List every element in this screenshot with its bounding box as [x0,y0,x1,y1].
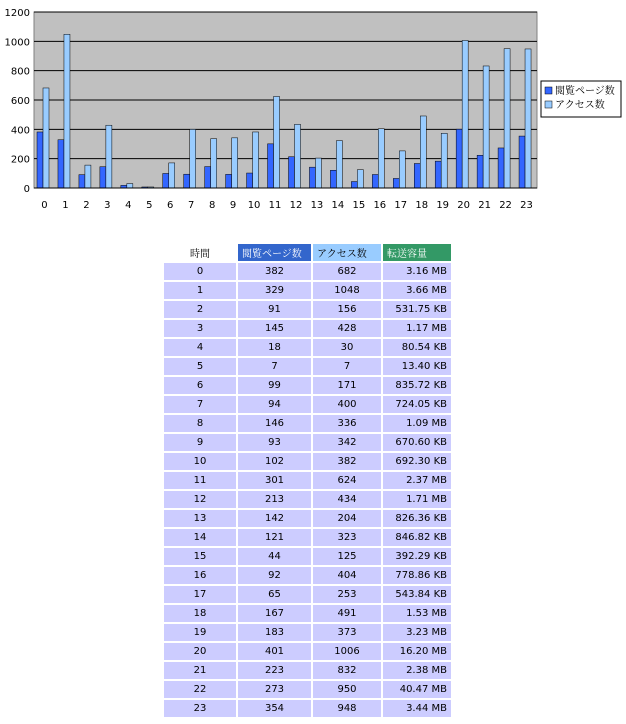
cell-transfer: 392.29 KB [383,548,451,565]
x-tick-label: 6 [167,200,174,211]
table-row [164,510,451,527]
y-tick-label: 400 [10,125,30,137]
bar-access [85,165,91,188]
cell-views: 7 [238,358,311,375]
legend-swatch [545,87,552,94]
bar-access [315,158,321,188]
x-tick-label: 0 [41,200,48,211]
bar-access [399,151,405,188]
bar-views [226,174,232,188]
bar-access [169,163,175,188]
cell-transfer: 826.36 KB [383,510,451,527]
bar-access [420,116,426,188]
cell-transfer: 543.84 KB [383,586,451,603]
x-tick-label: 7 [188,200,195,211]
cell-transfer: 80.54 KB [383,339,451,356]
bar-views [309,167,315,188]
bar-access [504,49,510,188]
cell-access: 323 [313,529,381,546]
cell-access: 204 [313,510,381,527]
cell-views: 301 [238,472,311,489]
table-row [164,700,451,717]
bar-views [435,161,441,188]
table-row [164,681,451,698]
cell-access: 156 [313,301,381,318]
bar-access [274,96,280,188]
cell-access: 948 [313,700,381,717]
table-row [164,434,451,451]
header-transfer: 転送容量 [383,244,451,261]
y-tick-label: 600 [10,96,30,107]
cell-access: 30 [313,339,381,356]
y-tick-label: 200 [10,154,30,166]
cell-access: 342 [313,434,381,451]
bar-views [289,157,295,188]
cell-transfer: 670.60 KB [383,434,451,451]
cell-access: 1048 [313,282,381,299]
cell-views: 142 [238,510,311,527]
x-tick-label: 15 [352,200,366,211]
cell-views: 273 [238,681,311,698]
x-tick-label: 21 [478,200,491,211]
cell-time: 14 [164,529,236,546]
bar-access [190,129,196,188]
bar-views [163,173,169,188]
cell-access: 624 [313,472,381,489]
cell-time: 1 [164,282,236,299]
cell-transfer: 778.86 KB [383,567,451,584]
table-row [164,320,451,337]
bar-views [519,136,525,188]
cell-views: 94 [238,396,311,413]
legend-label: アクセス数 [555,100,605,111]
x-tick-label: 20 [457,200,471,211]
bar-views [100,167,106,188]
cell-time: 7 [164,396,236,413]
cell-time: 23 [164,700,236,717]
bar-access [232,138,238,188]
x-tick-label: 1 [62,200,69,211]
cell-access: 382 [313,453,381,470]
x-tick-label: 19 [436,200,450,211]
bar-views [79,175,85,188]
cell-transfer: 531.75 KB [383,301,451,318]
table-row [164,567,451,584]
table-row [164,396,451,413]
cell-views: 91 [238,301,311,318]
bar-views [37,132,43,188]
cell-transfer: 1.53 MB [383,605,451,622]
cell-time: 19 [164,624,236,641]
cell-access: 7 [313,358,381,375]
x-tick-label: 16 [373,200,387,211]
cell-time: 15 [164,548,236,565]
cell-views: 223 [238,662,311,679]
cell-access: 400 [313,396,381,413]
bar-views [184,174,190,188]
bar-access [525,49,531,188]
x-tick-label: 8 [208,200,216,211]
cell-access: 950 [313,681,381,698]
cell-views: 213 [238,491,311,508]
bar-access [462,40,468,188]
x-tick-label: 3 [104,200,111,211]
x-tick-label: 13 [310,200,324,211]
bar-access [253,132,259,188]
cell-access: 373 [313,624,381,641]
cell-access: 125 [313,548,381,565]
table-row [164,301,451,318]
cell-time: 17 [164,586,236,603]
x-tick-label: 2 [83,200,90,211]
y-tick-label: 0 [23,184,30,195]
cell-transfer: 1.71 MB [383,491,451,508]
table-row [164,491,451,508]
table-body [164,263,451,717]
x-tick-label: 4 [125,200,132,211]
x-tick-label: 17 [394,200,408,211]
cell-transfer: 2.38 MB [383,662,451,679]
cell-time: 5 [164,358,236,375]
x-tick-label: 23 [520,200,533,211]
table-row [164,624,451,641]
cell-transfer: 3.44 MB [383,700,451,717]
cell-views: 145 [238,320,311,337]
cell-access: 491 [313,605,381,622]
cell-views: 44 [238,548,311,565]
cell-time: 8 [164,415,236,432]
cell-views: 93 [238,434,311,451]
cell-access: 434 [313,491,381,508]
cell-time: 20 [164,643,236,660]
table-row [164,415,451,432]
cell-transfer: 846.82 KB [383,529,451,546]
bar-views [351,182,357,188]
cell-transfer: 13.40 KB [383,358,451,375]
x-tick-label: 5 [146,200,153,211]
cell-views: 102 [238,453,311,470]
table-row [164,377,451,394]
header-access: アクセス数 [313,244,381,261]
bar-access [64,34,70,188]
cell-transfer: 724.05 KB [383,396,451,413]
cell-views: 167 [238,605,311,622]
x-tick-label: 14 [331,200,345,211]
table-row [164,548,451,565]
cell-transfer: 835.72 KB [383,377,451,394]
cell-views: 329 [238,282,311,299]
header-views: 閲覧ページ数 [238,244,311,261]
bar-views [372,175,378,188]
cell-time: 3 [164,320,236,337]
cell-time: 0 [164,263,236,280]
hourly-stats-table [162,242,453,719]
cell-transfer: 2.37 MB [383,472,451,489]
cell-transfer: 692.30 KB [383,453,451,470]
y-tick-label: 800 [10,66,30,78]
cell-access: 682 [313,263,381,280]
cell-time: 9 [164,434,236,451]
bar-access [336,141,342,188]
cell-access: 832 [313,662,381,679]
cell-access: 336 [313,415,381,432]
bar-views [268,144,274,188]
cell-transfer: 1.17 MB [383,320,451,337]
bar-views [205,167,211,188]
cell-time: 22 [164,681,236,698]
table-row [164,453,451,470]
table-header-row [164,244,451,261]
table-row [164,263,451,280]
cell-time: 10 [164,453,236,470]
bar-access [211,139,217,188]
bar-views [456,129,462,188]
x-tick-label: 11 [268,200,282,211]
cell-access: 1006 [313,643,381,660]
cell-transfer: 16.20 MB [383,643,451,660]
x-tick-label: 12 [289,200,303,211]
cell-views: 354 [238,700,311,717]
cell-views: 92 [238,567,311,584]
cell-access: 171 [313,377,381,394]
bar-access [483,66,489,188]
cell-time: 4 [164,339,236,356]
legend-swatch [545,101,552,108]
bar-views [247,173,253,188]
cell-views: 65 [238,586,311,603]
cell-time: 2 [164,301,236,318]
x-tick-label: 9 [229,200,237,211]
cell-views: 18 [238,339,311,356]
table-row [164,662,451,679]
header-time: 時間 [164,244,236,261]
cell-views: 401 [238,643,311,660]
bar-views [498,148,504,188]
y-tick-label: 1000 [4,37,30,49]
table-row [164,472,451,489]
table-row [164,282,451,299]
cell-views: 382 [238,263,311,280]
cell-time: 6 [164,377,236,394]
cell-views: 183 [238,624,311,641]
cell-time: 11 [164,472,236,489]
bar-access [441,133,447,188]
bar-access [295,124,301,188]
bar-access [127,184,133,188]
y-tick-label: 1200 [4,8,30,19]
table-row [164,643,451,660]
bar-views [393,178,399,188]
bar-access [357,170,363,188]
bar-access [43,88,49,188]
cell-transfer: 1.09 MB [383,415,451,432]
cell-views: 121 [238,529,311,546]
cell-time: 21 [164,662,236,679]
cell-transfer: 3.66 MB [383,282,451,299]
table-row [164,586,451,603]
cell-time: 18 [164,605,236,622]
bar-views [330,170,336,188]
table-row [164,339,451,356]
hourly-access-chart [0,0,626,220]
cell-access: 428 [313,320,381,337]
bar-views [414,164,420,188]
bar-access [378,129,384,188]
cell-time: 12 [164,491,236,508]
table-row [164,358,451,375]
bar-access [106,125,112,188]
cell-time: 16 [164,567,236,584]
x-tick-label: 18 [415,200,429,211]
cell-views: 146 [238,415,311,432]
cell-transfer: 40.47 MB [383,681,451,698]
x-tick-label: 22 [499,200,512,211]
bar-views [477,155,483,188]
table-row [164,529,451,546]
x-tick-label: 10 [247,200,261,211]
cell-access: 404 [313,567,381,584]
cell-transfer: 3.23 MB [383,624,451,641]
cell-transfer: 3.16 MB [383,263,451,280]
bar-views [58,140,64,188]
legend-label: 閲覧ページ数 [555,86,615,97]
cell-access: 253 [313,586,381,603]
cell-views: 99 [238,377,311,394]
cell-time: 13 [164,510,236,527]
table-row [164,605,451,622]
